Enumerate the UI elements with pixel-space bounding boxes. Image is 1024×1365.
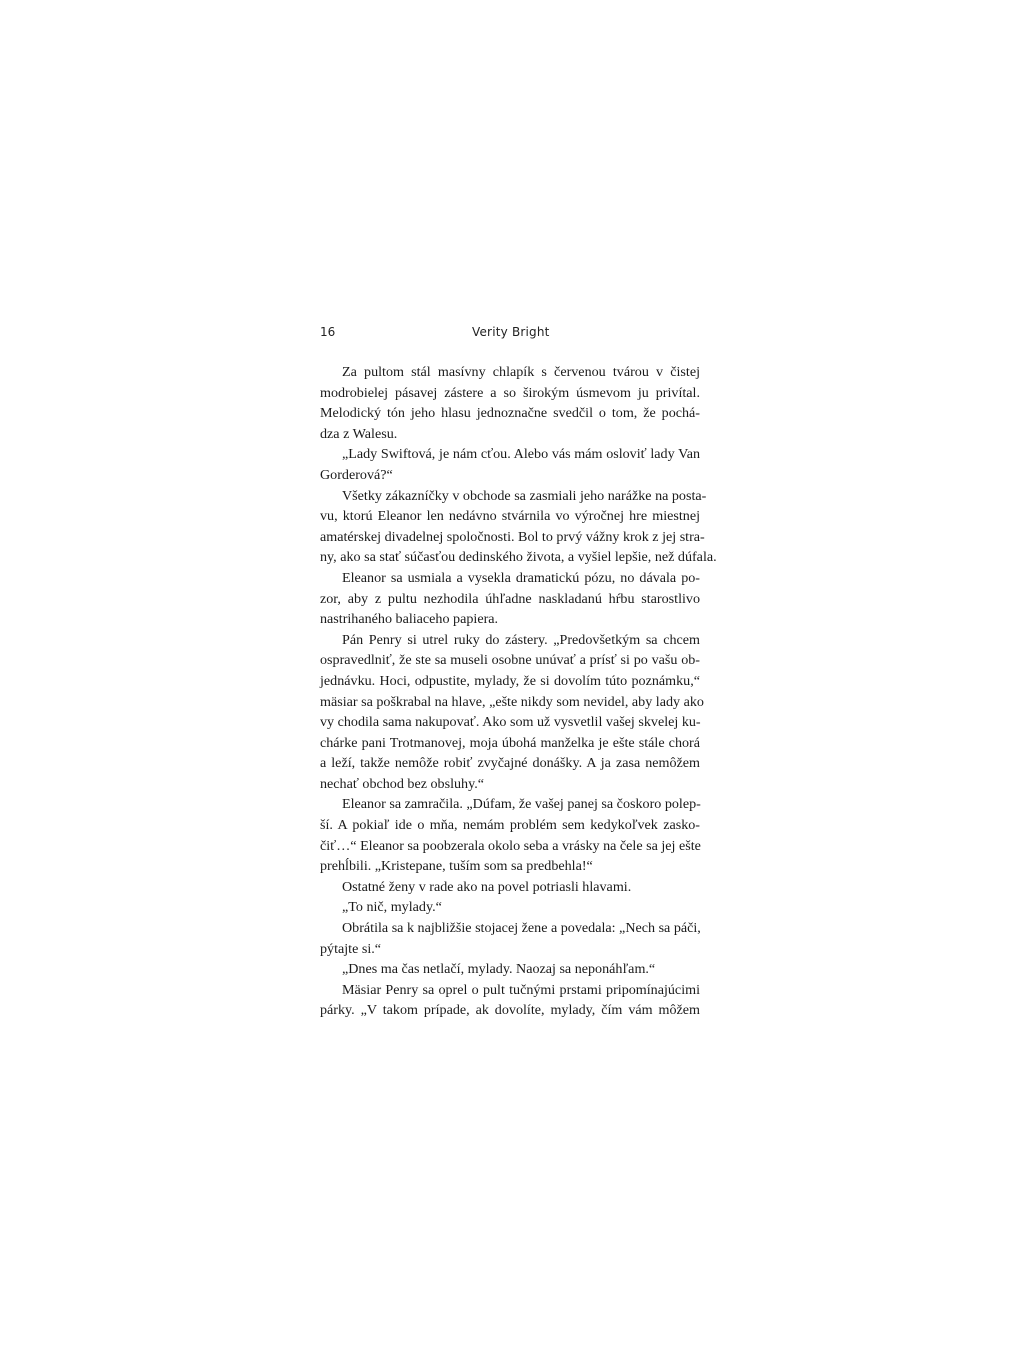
- text-line: nechať obchod bez obsluhy.“: [320, 775, 484, 792]
- text-line: Ostatné ženy v rade ako na povel potriasli hlavami.: [342, 878, 632, 895]
- text-line: Všetky zákazníčky v obchode sa zasmiali jeho narážke na posta-: [342, 487, 707, 504]
- text-line: Melodický tón jeho hlasu jednoznačne svedčil o tom, že pochá-: [320, 405, 700, 422]
- text-line: Gorderová?“: [320, 466, 393, 483]
- text-line: Za pultom stál masívny chlapík s červenou tvárou v čistej: [342, 364, 700, 380]
- running-head-author: Verity Bright: [472, 325, 550, 339]
- text-line: amatérskej divadelnej spoločnosti. Bol to prvý vážny krok z jej stra-: [320, 528, 705, 545]
- page-number: 16: [320, 325, 336, 339]
- text-line: Eleanor sa usmiala a vysekla dramatickú pózu, no dávala po-: [342, 569, 700, 586]
- text-line: pýtajte si.“: [320, 940, 382, 957]
- text-line: prehĺbili. „Kristepane, tuším som sa predbehla!“: [320, 858, 593, 875]
- text-line: ší. A pokiaľ ide o mňa, nemám problém sem kedykoľvek zasko-: [320, 817, 700, 834]
- text-line: Mäsiar Penry sa oprel o pult tučnými prstami pripomínajúcimi: [342, 981, 700, 998]
- text-line: „Lady Swiftová, je nám cťou. Alebo vás mám osloviť lady Van: [342, 446, 700, 463]
- text-line: zor, aby z pultu nezhodila úhľadne naskladanú hŕbu starostlivo: [320, 590, 700, 607]
- text-line: jednávku. Hoci, odpustite, mylady, že si dovolím túto poznámku,“: [320, 672, 700, 689]
- text-line: párky. „V takom prípade, ak dovolíte, mylady, čím vám môžem: [320, 1002, 700, 1019]
- text-line: mäsiar sa poškrabal na hlave, „ešte nikdy som nevidel, aby lady ako: [320, 693, 704, 710]
- text-line: ny, ako sa stať súčasťou dedinského života, a vyšiel lepšie, než dúfala.: [320, 549, 717, 566]
- text-line: modrobielej pásavej zástere a so širokým úsmevom ju privítal.: [320, 384, 700, 401]
- text-line: čiť…“ Eleanor sa poobzerala okolo seba a vrásky na čele sa jej ešte: [320, 837, 701, 854]
- text-line: „To nič, mylady.“: [342, 899, 442, 916]
- text-line: ospravedlniť, že ste sa museli osobne unúvať a prísť si po vašu ob-: [320, 652, 700, 669]
- text-line: Obrátila sa k najbližšie stojacej žene a povedala: „Nech sa páči,: [342, 920, 701, 937]
- text-line: nastrihaného baliaceho papiera.: [320, 611, 499, 628]
- text-line: vy chodila sama nakupovať. Ako som už vysvetlil vašej skvelej ku-: [320, 714, 701, 731]
- text-line: „Dnes ma čas netlačí, mylady. Naozaj sa neponáhľam.“: [342, 961, 656, 978]
- text-line: Pán Penry si utrel ruky do zástery. „Predovšetkým sa chcem: [342, 631, 700, 648]
- text-line: a leží, takže nemôže robiť zvyčajné donášky. A ja zasa nemôžem: [320, 755, 700, 772]
- text-line: dza z Walesu.: [320, 425, 398, 442]
- text-line: vu, ktorú Eleanor len nedávno stvárnila vo výročnej hre miestnej: [320, 508, 700, 525]
- page-header: [320, 325, 700, 345]
- text-line: chárke pani Trotmanovej, moja úbohá manželka je ešte stále chorá: [320, 734, 700, 751]
- body-text: [320, 362, 717, 1021]
- text-line: Eleanor sa zamračila. „Dúfam, že vašej panej sa čoskoro polep-: [342, 796, 701, 813]
